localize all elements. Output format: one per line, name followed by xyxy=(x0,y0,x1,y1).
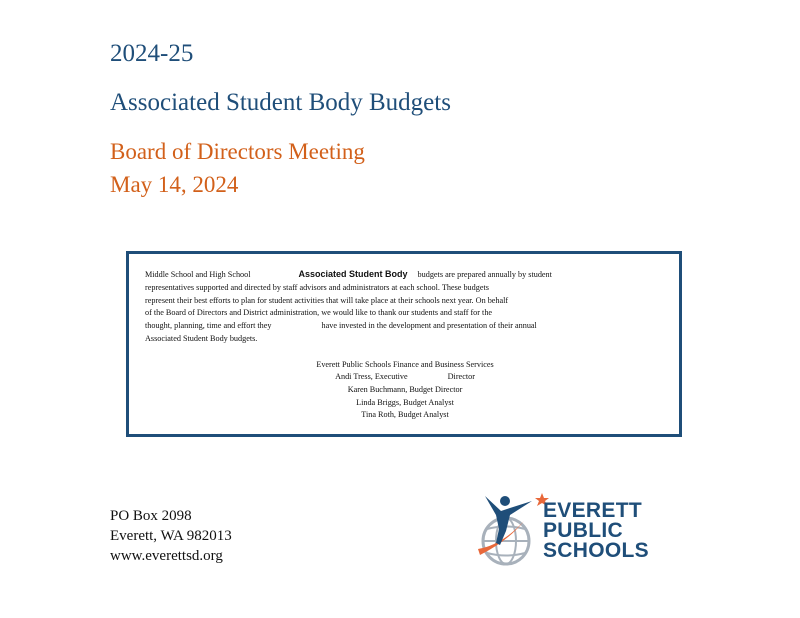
address-po-box: PO Box 2098 xyxy=(110,508,192,524)
credits-person-3: Linda Briggs, Budget Analyst xyxy=(356,397,454,407)
statement-content xyxy=(145,268,665,422)
logo-line-3: SCHOOLS xyxy=(543,539,649,562)
document-title: Associated Student Body Budgets xyxy=(110,89,451,116)
statement-line-5-end: have invested in the development and presentation of their annual xyxy=(321,321,537,331)
statement-line-6: Associated Student Body budgets. xyxy=(145,333,258,343)
credits-person-2: Karen Buchmann, Budget Director xyxy=(347,384,463,394)
meeting-name: Board of Directors Meeting xyxy=(110,139,365,164)
credits-person-4: Tina Roth, Budget Analyst xyxy=(361,410,449,420)
address-city: Everett, WA 982013 xyxy=(110,528,232,544)
document-year: 2024-25 xyxy=(110,40,194,67)
statement-line-3: represent their best efforts to plan for student activities that will take place at their schools next year. On behalf xyxy=(145,295,509,305)
statement-line-5 xyxy=(145,320,665,333)
credits-block xyxy=(145,359,665,422)
statement-line-1-end: budgets are prepared annually by student xyxy=(417,270,552,279)
credits-person-1-role: Director xyxy=(447,372,475,382)
statement-line-4: of the Board of Directors and District administration, we would like to thank our students and staff for the xyxy=(145,308,493,318)
credits-person-1 xyxy=(145,371,665,384)
statement-line-1-start: Middle School and High School xyxy=(145,270,251,279)
statement-box xyxy=(126,251,682,437)
logo-wordmark xyxy=(543,501,649,561)
statement-line-2: representatives supported and directed by staff advisors and administrators at each school. These budgets xyxy=(145,282,489,292)
address-website: www.everettsd.org xyxy=(110,548,223,564)
mailing-address xyxy=(110,506,232,566)
logo-line-2: PUBLIC xyxy=(543,519,623,542)
statement-emphasis: Associated Student Body xyxy=(298,269,408,279)
credits-person-1-name: Andi Tress, Executive xyxy=(335,372,408,382)
district-logo xyxy=(472,487,672,577)
meeting-date: May 14, 2024 xyxy=(110,172,239,197)
credits-department: Everett Public Schools Finance and Business Services xyxy=(316,359,494,369)
logo-line-1: EVERETT xyxy=(543,499,642,522)
logo-mark-icon xyxy=(472,487,552,577)
statement-line-5-start: thought, planning, time and effort they xyxy=(145,321,272,331)
statement-line-1 xyxy=(145,268,665,282)
